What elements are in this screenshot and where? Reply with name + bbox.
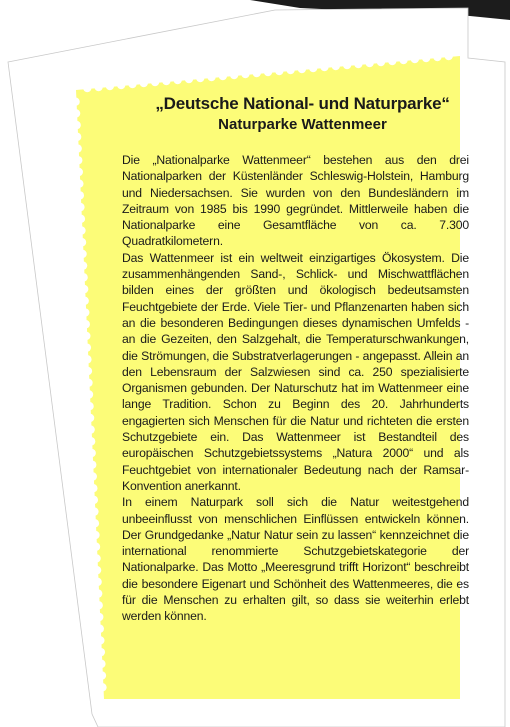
- perforation-hole: [286, 66, 294, 74]
- perforation-hole: [79, 261, 87, 269]
- perforation-hole: [96, 636, 104, 644]
- perforation-hole: [94, 589, 102, 597]
- perforation-hole: [76, 203, 84, 211]
- perforation-hole: [89, 472, 97, 480]
- perforation-hole: [71, 98, 79, 106]
- perforation-hole: [117, 81, 125, 89]
- perforation-hole: [78, 250, 86, 258]
- perforation-hole: [185, 75, 193, 83]
- perforation-hole: [298, 65, 306, 73]
- perforation-hole: [173, 76, 181, 84]
- perforation-hole: [77, 226, 85, 234]
- perforation-hole: [87, 437, 95, 445]
- perforation-hole: [89, 484, 97, 492]
- perforation-hole: [82, 332, 90, 340]
- document-subtitle: Naturparke Wattenmeer: [218, 116, 387, 133]
- perforation-hole: [377, 58, 385, 66]
- perforation-hole: [196, 74, 204, 82]
- perforation-hole: [84, 379, 92, 387]
- perforation-hole: [275, 67, 283, 75]
- perforation-hole: [90, 507, 98, 515]
- perforation-hole: [86, 414, 94, 422]
- perforation-hole: [94, 601, 102, 609]
- perforation-hole: [91, 531, 99, 539]
- perforation-hole: [93, 566, 101, 574]
- perforation-hole: [399, 56, 407, 64]
- perforation-hole: [81, 308, 89, 316]
- perforation-hole: [78, 238, 86, 246]
- document-body: [122, 152, 469, 625]
- perforation-hole: [320, 63, 328, 71]
- perforation-hole: [92, 554, 100, 562]
- perforation-hole: [72, 121, 80, 129]
- paragraph-2: Das Wattenmeer ist ein weltweit einzigartiges Ökosystem. Die zusammenhängenden Sand-, Schlick- und Mischwattflächen bilden eines der größten und ökologisch bedeutsamsten Feuchtgebiete der Erde. Viele Tier- und Pflanzenarten haben sich an die besonderen Bedingungen dieses dynamischen Umfelds - an die Gezeiten, den Salzgehalt, die Temperaturschwankungen, die Strömungen, die Substratverlagerungen - angepasst. Allein an den Lebensraum der Salzwiesen sind ca. 250 spezialisierte Organismen gebunden. Der Naturschutz hat im Wattenmeer eine lange Tradition. Schon zu Beginn des 20. Jahrhunderts engagierten sich Menschen für die Natur und richteten die ersten Schutzgebiete ein. Das Wattenmeer ist Bestandteil des europäischen Schutzgebietssystems „Natura 2000“ und als Feuchtgebiet von internationaler Bedeutung nach der Ramsar-Konvention anerkannt.: [122, 250, 469, 493]
- perforation-hole: [73, 133, 81, 141]
- perforation-hole: [309, 64, 317, 72]
- perforation-hole: [97, 648, 105, 656]
- perforation-hole: [207, 73, 215, 81]
- perforation-hole: [73, 144, 81, 152]
- perforation-hole: [90, 496, 98, 504]
- perforation-hole: [253, 69, 261, 77]
- paragraph-3: In einem Naturpark soll sich die Natur weitestgehend unbeeinflusst von menschlichen Einflüssen entwickeln können. Der Grundgedanke „Natur Natur sein zu lassen“ kennzeichnet die international renommierte Schutzgebietskategorie der Nationalparke. Das Motto „Meeresgrund trifft Horizont“ beschreibt die besondere Eigenart und Schönheit des Wattenmeeres, die es für die Menschen zu erhalten gilt, so dass sie weiterhin erlebt werden können.: [122, 495, 469, 624]
- perforation-hole: [98, 671, 106, 679]
- document-text-area: [122, 94, 469, 694]
- paragraph-1: Die „Nationalparke Wattenmeer“ bestehen aus den drei Nationalparken der Küstenländer Schleswig-Holstein, Hamburg und Niedersachsen. Sie wurden von den Bundesländern im Zeitraum von 1985 bis 1990 gegründet. Mittlerweile haben die Nationalparke eine Gesamtfläche von ca. 7.300 Quadratkilometern.: [122, 153, 469, 249]
- perforation-hole: [97, 660, 105, 668]
- perforation-hole: [365, 59, 373, 67]
- perforation-hole: [75, 179, 83, 187]
- perforation-hole: [162, 77, 170, 85]
- perforation-hole: [98, 683, 106, 691]
- perforation-hole: [76, 191, 84, 199]
- perforation-hole: [445, 52, 453, 60]
- perforation-hole: [77, 215, 85, 223]
- perforation-hole: [91, 519, 99, 527]
- perforation-hole: [332, 62, 340, 70]
- perforation-hole: [151, 78, 159, 86]
- perforation-hole: [411, 55, 419, 63]
- perforation-hole: [433, 53, 441, 61]
- perforation-hole: [140, 79, 148, 87]
- perforation-hole: [82, 320, 90, 328]
- perforation-hole: [83, 355, 91, 363]
- perforation-hole: [80, 285, 88, 293]
- perforation-hole: [422, 54, 430, 62]
- perforation-hole: [354, 60, 362, 68]
- perforation-hole: [94, 83, 102, 91]
- perforation-hole: [241, 70, 249, 78]
- perforation-hole: [79, 273, 87, 281]
- perforation-hole: [85, 402, 93, 410]
- perforation-hole: [74, 156, 82, 164]
- perforation-hole: [86, 425, 94, 433]
- perforation-hole: [264, 68, 272, 76]
- perforation-hole: [72, 109, 80, 117]
- perforation-hole: [128, 80, 136, 88]
- perforation-hole: [85, 390, 93, 398]
- perforation-hole: [95, 613, 103, 621]
- perforation-hole: [88, 461, 96, 469]
- perforation-hole: [96, 625, 104, 633]
- perforation-hole: [83, 84, 91, 92]
- perforation-hole: [230, 71, 238, 79]
- perforation-hole: [84, 367, 92, 375]
- perforation-hole: [92, 543, 100, 551]
- perforation-hole: [93, 578, 101, 586]
- perforation-hole: [106, 82, 114, 90]
- document-title: „Deutsche National- und Naturparke“: [155, 94, 450, 113]
- perforation-hole: [83, 343, 91, 351]
- perforation-hole: [388, 57, 396, 65]
- perforation-hole: [219, 72, 227, 80]
- perforation-hole: [75, 168, 83, 176]
- perforation-hole: [343, 61, 351, 69]
- perforation-hole: [87, 449, 95, 457]
- perforation-hole: [80, 297, 88, 305]
